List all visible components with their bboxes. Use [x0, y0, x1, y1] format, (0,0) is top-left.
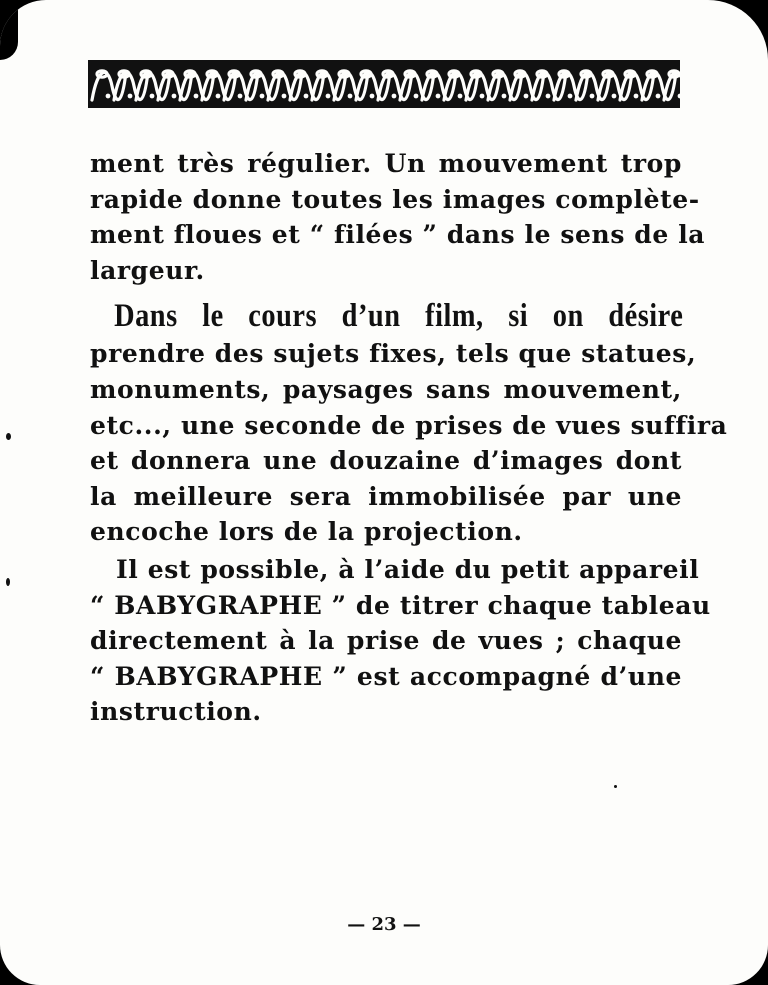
text-line: rapide donne toutes les images complète-	[90, 184, 700, 214]
text-line: etc..., une seconde de prises de vues suffira	[90, 410, 728, 440]
ornament-dot	[348, 94, 353, 99]
ornament-dot	[260, 94, 265, 99]
body-text	[90, 146, 728, 730]
display-lead-line: Dans le cours d’un film, si on désire	[114, 298, 684, 335]
decorative-headband-ornament	[88, 56, 680, 112]
ornament-dot	[480, 94, 485, 99]
text-line: encoche lors de la projection.	[90, 517, 523, 547]
ornament-dot	[150, 94, 155, 99]
ornament-dot	[590, 94, 595, 99]
ornament-dot	[546, 94, 551, 99]
ornament-dot	[502, 94, 507, 99]
print-speck	[6, 433, 11, 440]
paragraph-1	[90, 146, 706, 288]
ornament-dot	[282, 94, 287, 99]
print-speck	[6, 578, 10, 586]
text-line: instruction.	[90, 697, 262, 727]
ornament-dot	[656, 94, 661, 99]
text-line: monuments, paysages sans mouvement,	[90, 374, 682, 404]
text-line: directement à la prise de vues ; chaque	[90, 626, 682, 656]
ornament-dot	[392, 94, 397, 99]
page-number: — 23 —	[347, 914, 421, 935]
ornament-dot	[414, 94, 419, 99]
text-line: “ BABYGRAPHE ” de titrer chaque tableau	[90, 590, 711, 620]
ornament-dot	[194, 94, 199, 99]
ornament-dot	[568, 94, 573, 99]
ornament-dot	[524, 94, 529, 99]
ornament-dot	[128, 94, 133, 99]
ornament-dot	[304, 94, 309, 99]
ornament-dot	[370, 94, 375, 99]
ornament-dot	[612, 94, 617, 99]
paragraph-3	[90, 552, 711, 730]
ornament-dot	[458, 94, 463, 99]
text-line: la meilleure sera immobilisée par une	[90, 481, 682, 511]
print-speck	[614, 785, 617, 788]
ornament-dot	[216, 94, 221, 99]
text-line: “ BABYGRAPHE ” est accompagné d’une	[90, 661, 682, 691]
text-line: et donnera une douzaine d’images dont	[90, 446, 682, 476]
ornament-dot	[106, 94, 111, 99]
ornament-dot	[326, 94, 331, 99]
text-line: largeur.	[90, 255, 205, 285]
ornament-dot	[634, 94, 639, 99]
text-line: Il est possible, à l’aide du petit appareil	[116, 554, 700, 584]
paragraph-2	[90, 296, 728, 550]
ornament-dot	[172, 94, 177, 99]
ornament-dot	[238, 94, 243, 99]
text-line: ment très régulier. Un mouvement trop	[90, 149, 682, 178]
ornament-dot	[436, 94, 441, 99]
page-corner-shadow	[0, 0, 18, 60]
text-line: prendre des sujets fixes, tels que statues,	[90, 339, 697, 369]
text-line: ment floues et “ filées ” dans le sens de la	[90, 220, 706, 250]
